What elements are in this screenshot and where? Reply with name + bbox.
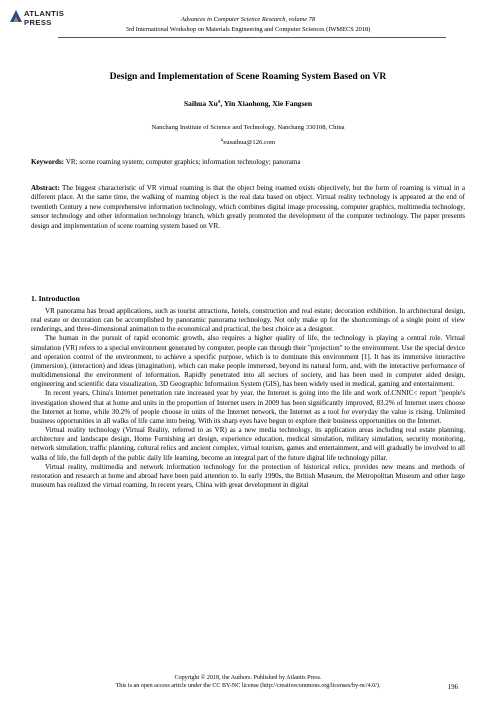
conference-name: 3rd International Workshop on Materials Engineering and Computer Sciences (IWMECS 2018) [125,26,371,33]
author-email [0,138,496,146]
journal-name: Advances in Computer Science Research, volume 78 [180,16,316,23]
abstract-text: The biggest characteristic of VR virtual roaming is that the object being roamed exists objectively, but the form of roaming is virtual in a different place. At the same time, the walking of roaming object is the real data based on object. Virtual reality technology is appeared at the end of twentieth Century a new comprehensive information technology, which combines digital image processing, computer graphics, multimedia technology, sensor technology and other information technology branch, which greatly promoted the development of the computer technology. The paper presents design and implementation of scene roaming system based on VR. [31,184,465,230]
paper-title: Design and Implementation of Scene Roaming System Based on VR [109,71,387,82]
page-number: 196 [447,684,458,691]
email-address: xusaihua@126.com [222,139,276,147]
keywords-label: Keywords: [31,158,65,166]
paragraph: Virtual reality, multimedia and network information technology for the protection of historical relics, provides new means and methods of restoration and research at home and abroad have been paid attention to. In early 1990s, the British Museum, the Metropolitan Museum and other large museum has realized the virtual roaming. In recent years, China with great development in digital [31,462,465,489]
logo-line-2: PRESS [24,18,52,27]
abstract-label: Abstract: [31,184,60,192]
abstract [31,184,465,231]
affiliation: Nanchang Institute of Science and Technology, Nanchang 330108, China [151,124,345,131]
author-list [0,99,496,108]
license-notice: This is an open access article under the CC BY-NC license (http://creativecommons.org/licenses/by-nc/4.0/). [115,682,381,689]
email-superscript: a [220,138,223,143]
copyright-notice: Copyright © 2018, the Authors. Published by Atlantis Press. [174,675,322,681]
first-author: Saihua Xu [183,99,218,108]
logo-line-1: ATLANTIS [24,9,65,18]
body-text [31,307,465,490]
paragraph: VR panorama has broad applications, such as tourist attractions, hotels, construction and real estate; decoration exhibition. In architectural design, real estate or decoration can be accomplished by panoramic panorama technology. Not only make up for the shortcomings of a single point of view renderings, and three-dimensional animation to the economical and practical, the best choice as a designer. [31,307,465,334]
page-footer [0,675,496,691]
keywords-text: VR; scene roaming system; computer graphics; information technology; panorama [64,158,301,166]
header-divider [58,37,446,38]
other-authors: , Yin Xiaohong, Xie Fangsen [220,99,313,108]
keywords [31,158,465,167]
section-heading: 1. Introduction [31,294,80,303]
author-superscript: a [217,99,221,105]
paragraph: In recent years, China's Internet penetration rate increased year by year, the Internet is going into the life and work of.CNNIC< report "people's investigation showed that at home and units in the proportion of Internet users in 2009 has been significantly improved, 83.2% of Internet users choose the Internet at home, while 30.2% of people choose in units of the Internet network, the Internet as a tool for everyday the value is rising. Unlimited business opportunities in all walks of life came into being. With its sharp eyes have begun to explore their business opportunities on the Internet. [31,389,465,425]
paragraph: Virtual reality technology (Virtual Reality, referred to as VR) as a new media technology, its application areas including real estate planning, architecture and landscape design, Home Furnishing art design, experience education, medical simulation, military simulation, security monitoring, network simulation, traffic planning, cultural relics and ancient complex, virtual tourism, games and entertainment, and will gradually be involved to all walks of life, the full depth of the public daily life learning, become an integral part of the future digital life technology pillar. [31,426,465,462]
paragraph: The human in the pursuit of rapid economic growth, also requires a higher quality of life, the technology is playing a central role. Virtual simulation (VR) refers to a special environment generated by computer, people can through their "projection" to the environment. Use the special device and operation control of the environment, to achieve a specific purpose, which is to dominate this environment [1]. It has its immersive interactive (immersion), (interaction) and ideas (imagination), which can make people immersed, beyond its natural form, and, with the interactive performance of multidimensional the environment of information. Rapidly penetrated into all sectors of society, and has been used in computer aided design, engineering and scientific data visualization, 3D Geographic Information System (GIS), has been widely used in medical, gaming and entertainment. [31,334,465,389]
